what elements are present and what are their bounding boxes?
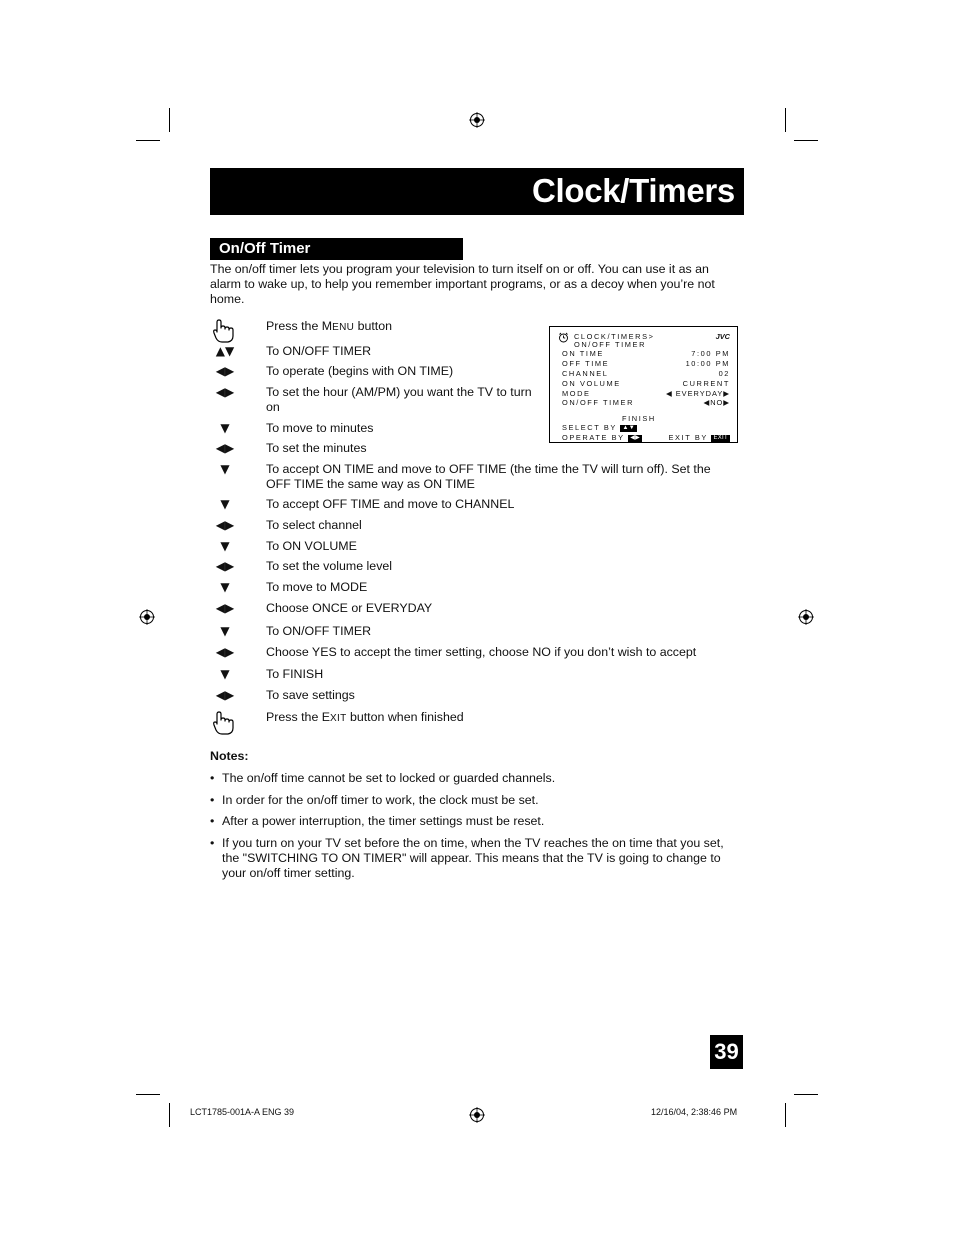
crop-mark xyxy=(794,140,818,141)
down-arrow-icon: ▼ xyxy=(220,497,230,511)
down-arrow-icon: ▼ xyxy=(220,421,230,435)
osd-row-label: MODE xyxy=(562,389,591,398)
osd-row-value: 02 xyxy=(718,369,730,378)
crop-mark xyxy=(785,108,786,132)
step-text: To operate (begins with ON TIME) xyxy=(266,364,454,378)
osd-operate-hint: OPERATE BY ◀▶ xyxy=(562,433,641,442)
left-right-arrow-icon: ◀▶ xyxy=(215,364,235,378)
step-text: Choose ONCE or EVERYDAY xyxy=(266,601,433,615)
osd-row-label: CHANNEL xyxy=(562,369,609,378)
left-right-arrow-icon: ◀▶ xyxy=(215,645,235,659)
step-text: To move to MODE xyxy=(266,580,368,594)
step-text: To ON/OFF TIMER xyxy=(266,624,372,638)
osd-row-value: ◀ EVERYDAY▶ xyxy=(666,389,730,398)
osd-exit-hint: EXIT BY EXIT xyxy=(668,433,728,442)
osd-subtitle: ON/OFF TIMER xyxy=(574,340,647,349)
osd-row-value: 7:00 PM xyxy=(691,349,730,358)
step-text: To set the hour (AM/PM) you want the TV to turn on xyxy=(266,385,532,414)
intro-paragraph: The on/off timer lets you program your television to turn itself on or off. You can use it as an alarm to wake up, to help you remember important programs, or as a decoy when you’re not home. xyxy=(210,262,715,306)
page-title: Clock/Timers xyxy=(531,172,735,209)
step-text: To ON/OFF TIMER xyxy=(266,344,372,358)
step-text: To set the volume level xyxy=(266,559,393,573)
step-text: Press the MENU button xyxy=(266,319,393,333)
left-right-arrow-icon: ◀▶ xyxy=(215,688,235,702)
step-text: To move to minutes xyxy=(266,421,374,435)
step-text: To accept ON TIME and move to OFF TIME (the time the TV will turn off). Set the OFF TIME the same way as ON TIME xyxy=(266,462,711,491)
registration-mark-icon xyxy=(139,609,155,625)
note-text: If you turn on your TV set before the on time, when the TV reaches the on time that you set, the "SWITCHING TO ON TIMER" will appear. This means that the TV is going to change to your on/off timer setting. xyxy=(222,836,724,880)
down-arrow-icon: ▼ xyxy=(220,667,230,681)
footer-left: LCT1785-001A-A ENG 39 xyxy=(190,1107,295,1117)
crop-mark xyxy=(794,1094,818,1095)
left-right-arrow-icon: ◀▶ xyxy=(215,441,235,455)
step-text: To save settings xyxy=(266,688,355,702)
section-title: On/Off Timer xyxy=(219,240,311,257)
down-arrow-icon: ▼ xyxy=(220,580,230,594)
registration-mark-icon xyxy=(798,609,814,625)
page-number: 39 xyxy=(710,1035,743,1069)
down-arrow-icon: ▼ xyxy=(220,624,230,638)
osd-row-value: 10:00 PM xyxy=(685,359,730,368)
osd-left-right-chip: ◀▶ xyxy=(630,434,641,441)
osd-finish: FINISH xyxy=(622,414,656,423)
bullet: • xyxy=(210,771,215,785)
osd-breadcrumb: CLOCK/TIMERS> xyxy=(574,332,655,341)
registration-mark-icon xyxy=(469,1107,485,1123)
step-text: To accept OFF TIME and move to CHANNEL xyxy=(266,497,515,511)
osd-row-label: ON VOLUME xyxy=(562,379,621,388)
step-text: Choose YES to accept the timer setting, choose NO if you don’t wish to accept xyxy=(266,645,697,659)
crop-mark xyxy=(169,1103,170,1127)
notes-heading: Notes: xyxy=(210,749,249,763)
step-text: To FINISH xyxy=(266,667,324,681)
bullet: • xyxy=(210,814,215,828)
footer-right: 12/16/04, 2:38:46 PM xyxy=(651,1107,738,1117)
page-title-bar xyxy=(210,168,744,215)
bullet: • xyxy=(210,793,215,807)
osd-row-label: ON TIME xyxy=(562,349,604,358)
step-text: To ON VOLUME xyxy=(266,539,357,553)
left-right-arrow-icon: ◀▶ xyxy=(215,601,235,615)
clock-icon xyxy=(558,332,569,343)
tv-menu-screen xyxy=(549,326,738,443)
left-right-arrow-icon: ◀▶ xyxy=(215,559,235,573)
crop-mark xyxy=(136,1094,160,1095)
note-text: After a power interruption, the timer settings must be reset. xyxy=(222,814,545,828)
osd-brand-logo: JVC xyxy=(715,332,730,341)
registration-mark-icon xyxy=(469,112,485,128)
crop-mark xyxy=(136,140,160,141)
hand-press-icon xyxy=(212,318,238,344)
step-text: To set the minutes xyxy=(266,441,367,455)
osd-row-label: ON/OFF TIMER xyxy=(562,398,635,407)
osd-up-down-chip: ▲▼ xyxy=(622,424,635,431)
osd-row-value: ◀NO▶ xyxy=(703,398,730,407)
crop-mark xyxy=(785,1103,786,1127)
left-right-arrow-icon: ◀▶ xyxy=(215,385,235,399)
note-text: In order for the on/off timer to work, the clock must be set. xyxy=(222,793,539,807)
note-text: The on/off time cannot be set to locked or guarded channels. xyxy=(222,771,556,785)
step-text: To select channel xyxy=(266,518,362,532)
crop-mark xyxy=(169,108,170,132)
up-down-arrow-icon: ▲▼ xyxy=(215,344,235,358)
osd-row-label: OFF TIME xyxy=(562,359,610,368)
step-text: Press the EXIT button when finished xyxy=(266,710,464,724)
left-right-arrow-icon: ◀▶ xyxy=(215,518,235,532)
osd-exit-chip: EXIT xyxy=(713,434,728,441)
section-header xyxy=(210,238,463,260)
osd-select-hint: SELECT BY ▲▼ xyxy=(562,423,635,432)
bullet: • xyxy=(210,836,215,850)
down-arrow-icon: ▼ xyxy=(220,462,230,476)
hand-press-icon xyxy=(212,710,238,736)
osd-row-value: CURRENT xyxy=(682,379,730,388)
down-arrow-icon: ▼ xyxy=(220,539,230,553)
